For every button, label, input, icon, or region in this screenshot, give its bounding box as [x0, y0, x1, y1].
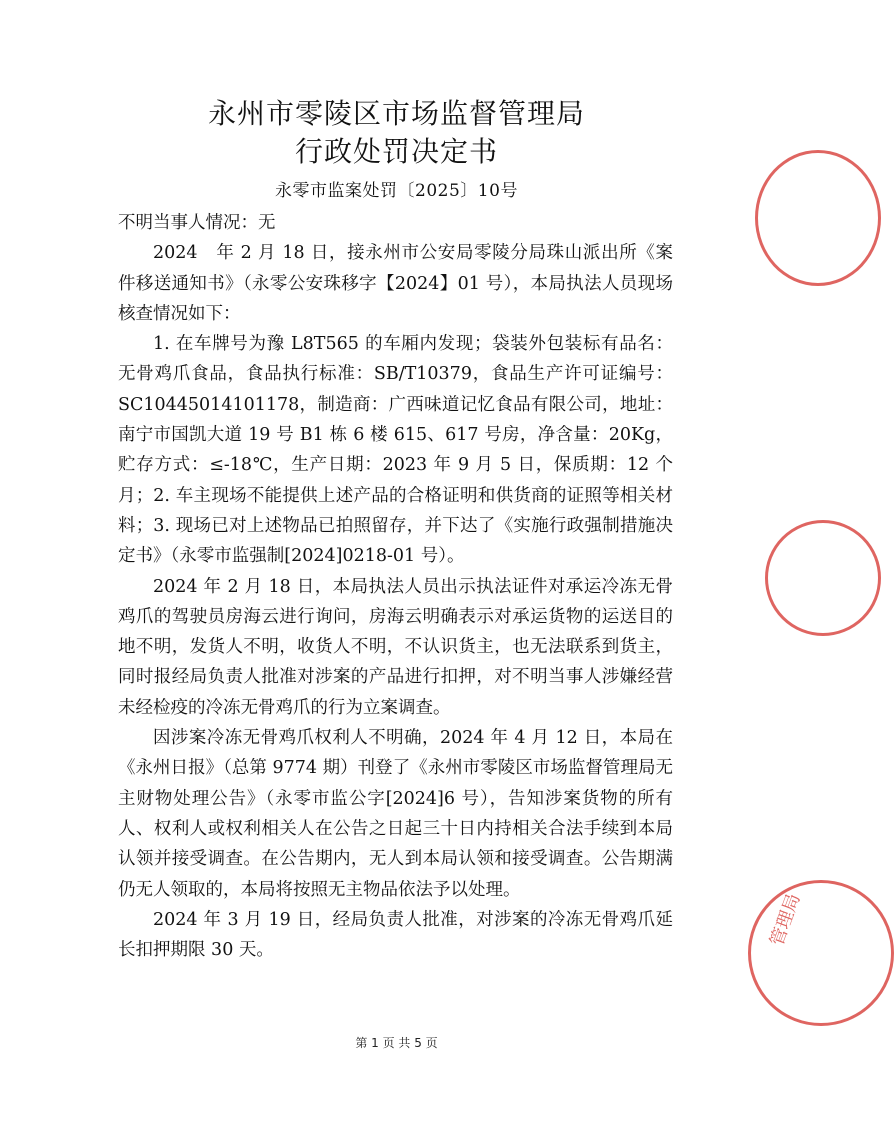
document-title-line2: 行政处罚决定书: [294, 135, 498, 168]
inquiry-paragraph: 2024 年 2 月 18 日，本局执法人员出示执法证件对承运冷冻无骨鸡爪的驾驶员房海云进行询问，房海云明确表示对承运货物的运送目的地不明，发货人不明，收货人不明，不认识货主，也无法联系到货主，同时报经局负责人批准对涉案的产品进行扣押，对不明当事人涉嫌经营未经检疫的冷冻无骨鸡爪的行为立案调查。: [118, 576, 673, 718]
announcement-paragraph: 因涉案冷冻无骨鸡爪权利人不明确，2024 年 4 月 12 日，本局在《永州日报》（总第 9774 期）刊登了《永州市零陵区市场监督管理局无主财物处理公告》（永零市监公字[2024]6 号），告知涉案货物的所有人、权利人或权利相关人在公告之日起三十日内持相关合法手续到本局认领并接受调查。在公告期内，无人到本局认领和接受调查。公告期满仍无人领取的，本局将按照无主物品依法予以处理。: [118, 728, 673, 900]
extension-paragraph: 2024 年 3 月 19 日，经局负责人批准，对涉案的冷冻无骨鸡爪延长扣押期限 30 天。: [118, 909, 673, 961]
case-source-paragraph: 2024 年 2 月 18 日，接永州市公安局零陵分局珠山派出所《案件移送通知书》（永零公安珠移字【2024】01 号），本局执法人员现场核查情况如下：: [118, 243, 673, 324]
document-body: [118, 208, 673, 965]
official-seal-partial-bottom: [748, 880, 894, 1026]
official-seal-partial-top: [755, 150, 881, 286]
document-title-line1: 永州市零陵区市场监督管理局: [207, 97, 585, 130]
page-number: 第 1 页 共 5 页: [355, 1036, 438, 1050]
document-number: 永零市监案处罚〔2025〕10号: [275, 181, 518, 201]
seal-text: 管理局: [766, 890, 805, 949]
official-seal-partial-middle: [765, 520, 881, 636]
inspection-findings-paragraph: 1. 在车牌号为豫 L8T565 的车厢内发现；袋装外包装标有品名：无骨鸡爪食品，食品执行标准：SB/T10379，食品生产许可证编号：SC10445014101178，制造商：广西味道记忆食品有限公司，地址：南宁市国凯大道 19 号 B1 栋 6 楼 615、617 号房，净含量：20Kg，贮存方式：≤-18℃，生产日期：2023 年 9 月 5 日，保质期：12 个月；2. 车主现场不能提供上述产品的合格证明和供货商的证照等相关材料；3. 现场已对上述物品已拍照留存，并下达了《实施行政强制措施决定书》（永零市监强制[2024]0218-01 号）。: [118, 334, 673, 567]
party-info-paragraph: 不明当事人情况：无: [118, 213, 276, 233]
